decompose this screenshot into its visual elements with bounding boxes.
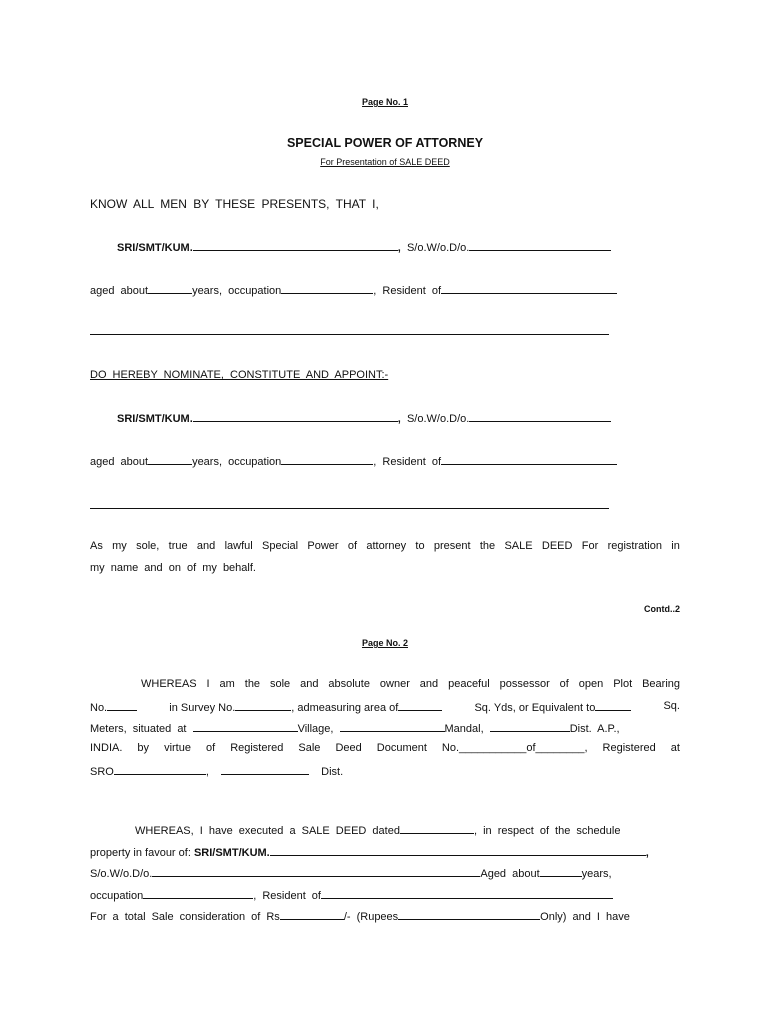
word: registration <box>607 540 662 552</box>
word: attorney <box>366 540 407 552</box>
word: sole, <box>136 540 160 552</box>
rupees-words-blank[interactable] <box>398 909 540 920</box>
in-respect-label: , in respect of the schedule <box>473 825 621 837</box>
word: As <box>90 540 103 552</box>
vendee-aged-label: Aged about <box>480 868 540 880</box>
village-label: Village, <box>297 723 334 735</box>
word: Sale <box>298 742 321 754</box>
document-no-blank[interactable]: No.___________of________, <box>441 742 588 754</box>
appoint-heading: DO HEREBY NOMINATE, CONSTITUTE AND APPOINT:- <box>90 369 389 381</box>
word: Registered <box>602 742 656 754</box>
principal-name-label: SRI/SMT/KUM. <box>117 242 193 254</box>
whereas1-line-1: WHEREAS I am the sole and absolute owner and peaceful possessor of open Plot Bearing <box>141 678 680 690</box>
whereas2-line-1 <box>135 823 620 837</box>
purpose-line-2: my name and on of my behalf. <box>90 562 256 574</box>
word: true <box>168 540 188 552</box>
principal-relation-label: S/o.W/o.D/o. <box>406 242 470 254</box>
whereas2-line-5 <box>90 909 630 923</box>
vendee-age-blank[interactable] <box>540 866 582 877</box>
vendee-occupation-label: occupation <box>90 890 144 902</box>
attorney-address-blank[interactable] <box>90 508 609 509</box>
mandal-dist-blank[interactable] <box>490 721 570 732</box>
word: of <box>347 540 358 552</box>
word: to <box>415 540 425 552</box>
plot-no-blank[interactable] <box>107 700 137 711</box>
word: Document <box>376 742 427 754</box>
dist-label: Dist. <box>321 766 344 778</box>
word: present <box>433 540 471 552</box>
vendee-name-label: SRI/SMT/KUM. <box>193 847 270 859</box>
attorney-age-blank[interactable] <box>148 454 192 465</box>
attorney-relation-blank[interactable] <box>469 411 611 422</box>
whereas2-line-2: property in favour of: SRI/SMT/KUM. , <box>90 847 649 859</box>
word: in <box>671 540 680 552</box>
whereas2-line-3 <box>90 866 612 880</box>
attorney-resident-blank[interactable] <box>441 454 617 465</box>
word: lawful <box>224 540 253 552</box>
principal-aged-label: aged about <box>90 285 149 297</box>
whereas1-line-5: SRO , Dist. <box>90 766 344 778</box>
principal-occupation-blank[interactable] <box>281 283 373 294</box>
consideration-amount-blank[interactable] <box>280 909 344 920</box>
vendee-relation-label: S/o.W/o.D/o. <box>90 868 153 880</box>
attorney-years-label: years, occupation <box>192 456 282 468</box>
sale-deed-dated-label: WHEREAS, I have executed a SALE DEED dated <box>135 825 400 837</box>
property-label: property in favour of: <box>90 847 191 859</box>
vendee-occupation-blank[interactable] <box>143 888 253 899</box>
principal-resident-label: , Resident of <box>373 285 442 297</box>
sq-label: Sq. <box>663 700 680 712</box>
word: SALE <box>504 540 533 552</box>
attorney-occupation-blank[interactable] <box>281 454 373 465</box>
word: by <box>137 742 150 754</box>
admeasuring-label: , admeasuring area of <box>291 702 399 714</box>
attorney-name-blank[interactable] <box>193 411 398 422</box>
rupees-label: /- (Rupees <box>343 911 399 923</box>
vendee-resident-label: , Resident of <box>253 890 321 902</box>
attorney-aged-label: aged about <box>90 456 149 468</box>
principal-years-label: years, occupation <box>192 285 282 297</box>
whereas1-line-4 <box>90 742 680 754</box>
plot-no-label: No. <box>90 702 108 714</box>
attorney-details-line <box>90 454 617 468</box>
only-label: Only) and I have <box>540 911 630 923</box>
vendee-resident-blank[interactable] <box>321 888 613 899</box>
word: and <box>196 540 216 552</box>
intro-text: KNOW ALL MEN BY THESE PRESENTS, THAT I, <box>90 197 379 211</box>
page-label-2: Page No. 2 <box>361 638 408 648</box>
attorney-relation-label: S/o.W/o.D/o. <box>406 413 470 425</box>
whereas1-line-3 <box>90 721 620 735</box>
principal-address-blank[interactable] <box>90 334 609 335</box>
word: INDIA. <box>90 742 123 754</box>
document-title: SPECIAL POWER OF ATTORNEY <box>286 136 484 150</box>
area-sq-yds-blank[interactable] <box>398 700 442 711</box>
dist-ap-label: Dist. A.P., <box>569 723 620 735</box>
sq-meters-blank[interactable] <box>595 700 631 711</box>
consideration-label: For a total Sale consideration of Rs <box>90 911 280 923</box>
word: the <box>479 540 496 552</box>
attorney-name-line: SRI/SMT/KUM. , S/o.W/o.D/o. <box>117 411 611 425</box>
purpose-line-1 <box>90 540 680 552</box>
principal-relation-blank[interactable] <box>469 240 611 251</box>
principal-name-blank[interactable] <box>193 240 398 251</box>
vendee-relation-blank[interactable] <box>152 866 480 877</box>
word: at <box>670 742 680 754</box>
vendee-name-blank[interactable] <box>270 845 646 856</box>
word: DEED <box>541 540 573 552</box>
sro-label: SRO <box>90 766 114 778</box>
attorney-name-label: SRI/SMT/KUM. <box>117 413 193 425</box>
sro-blank[interactable] <box>114 764 206 775</box>
situated-label: Meters, situated at <box>90 723 187 735</box>
word: For <box>581 540 599 552</box>
principal-name-line: SRI/SMT/KUM. , S/o.W/o.D/o. <box>117 240 611 254</box>
principal-resident-blank[interactable] <box>441 283 617 294</box>
situated-at-blank[interactable] <box>193 721 298 732</box>
word: Deed <box>335 742 362 754</box>
vendee-years-label: years, <box>581 868 612 880</box>
principal-details-line <box>90 283 617 297</box>
word: Power <box>307 540 339 552</box>
sq-yds-label: Sq. Yds, or Equivalent to <box>474 702 596 714</box>
continued-marker: Contd..2 <box>644 604 680 614</box>
whereas1-line-2 <box>90 700 680 714</box>
principal-age-blank[interactable] <box>148 283 192 294</box>
mandal-label: Mandal, <box>444 723 484 735</box>
sale-deed-date-blank[interactable] <box>400 823 474 834</box>
survey-no-blank[interactable] <box>235 700 291 711</box>
attorney-resident-label: , Resident of <box>373 456 442 468</box>
survey-no-label: in Survey No. <box>169 702 236 714</box>
page-label-1: Page No. 1 <box>361 97 408 107</box>
whereas2-line-4 <box>90 888 613 902</box>
word: of <box>205 742 216 754</box>
word: virtue <box>164 742 191 754</box>
village-mandal-blank[interactable] <box>340 721 445 732</box>
sro-dist-blank[interactable] <box>221 764 309 775</box>
word: my <box>112 540 127 552</box>
word: Registered <box>230 742 284 754</box>
word: Special <box>262 540 299 552</box>
document-subtitle: For Presentation of SALE DEED <box>320 157 450 167</box>
